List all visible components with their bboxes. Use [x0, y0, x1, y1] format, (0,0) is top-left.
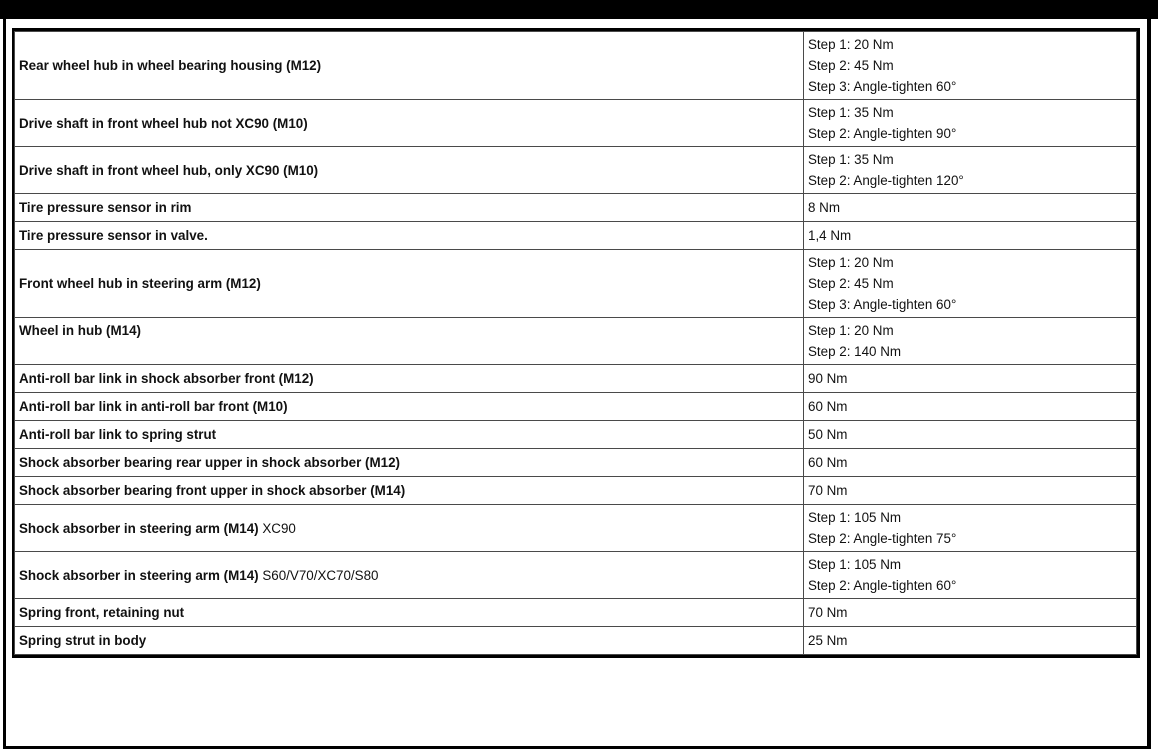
- torque-cell: [804, 100, 1137, 147]
- torque-value: 60 Nm: [808, 399, 848, 414]
- torque-value: 70 Nm: [808, 483, 848, 498]
- torque-cell: [804, 147, 1137, 194]
- torque-value: Step 1: 105 Nm: [808, 510, 902, 525]
- component-cell: [15, 318, 804, 365]
- torque-cell: [804, 449, 1137, 477]
- table-row: [15, 552, 1137, 599]
- component-cell: [15, 552, 804, 599]
- torque-cell: [804, 627, 1137, 655]
- component-label: Shock absorber in steering arm (M14): [19, 520, 259, 536]
- component-cell: [15, 222, 804, 250]
- torque-value: Step 2: 45 Nm: [808, 276, 894, 291]
- table-row: [15, 147, 1137, 194]
- component-label: Anti-roll bar link to spring strut: [19, 427, 217, 442]
- component-cell: [15, 194, 804, 222]
- component-label: Tire pressure sensor in rim: [19, 200, 192, 215]
- torque-cell: [804, 250, 1137, 318]
- torque-value: 60 Nm: [808, 455, 848, 470]
- torque-value: Step 1: 35 Nm: [808, 105, 894, 120]
- torque-value: 25 Nm: [808, 633, 848, 648]
- torque-cell: [804, 477, 1137, 505]
- component-cell: [15, 599, 804, 627]
- component-label: Front wheel hub in steering arm (M12): [19, 276, 261, 291]
- component-cell: [15, 365, 804, 393]
- component-label: Rear wheel hub in wheel bearing housing (M12): [19, 58, 322, 73]
- component-label: Drive shaft in front wheel hub, only XC90 (M10): [19, 162, 319, 178]
- component-cell: [15, 505, 804, 552]
- torque-value: 50 Nm: [808, 427, 848, 442]
- document-frame: [3, 19, 1151, 749]
- torque-cell: [804, 318, 1137, 365]
- table-row: [15, 599, 1137, 627]
- torque-cell: [804, 505, 1137, 552]
- torque-value: Step 1: 20 Nm: [808, 255, 894, 270]
- table-row: [15, 421, 1137, 449]
- torque-value: Step 1: 20 Nm: [808, 323, 894, 338]
- torque-cell: [804, 32, 1137, 100]
- table-row: [15, 250, 1137, 318]
- torque-cell: [804, 194, 1137, 222]
- table-row: [15, 222, 1137, 250]
- torque-value: Step 2: Angle-tighten 120°: [808, 173, 964, 188]
- torque-value: Step 1: 20 Nm: [808, 37, 894, 52]
- torque-value: Step 3: Angle-tighten 60°: [808, 297, 957, 312]
- torque-cell: [804, 421, 1137, 449]
- table-row: [15, 365, 1137, 393]
- table-row: [15, 318, 1137, 365]
- component-cell: [15, 627, 804, 655]
- torque-value: Step 1: 105 Nm: [808, 557, 902, 572]
- component-label: Spring strut in body: [19, 633, 147, 648]
- torque-cell: [804, 222, 1137, 250]
- table-row: [15, 505, 1137, 552]
- component-cell: [15, 393, 804, 421]
- torque-value: 70 Nm: [808, 605, 848, 620]
- component-label: Spring front, retaining nut: [19, 605, 185, 620]
- torque-cell: [804, 365, 1137, 393]
- table-row: [15, 32, 1137, 100]
- table-row: [15, 100, 1137, 147]
- torque-cell: [804, 393, 1137, 421]
- top-black-bar: [0, 0, 1158, 19]
- component-label: Anti-roll bar link in shock absorber front (M12): [19, 371, 314, 386]
- torque-value: Step 3: Angle-tighten 60°: [808, 79, 957, 94]
- torque-table-wrapper: [12, 28, 1140, 658]
- torque-value: 8 Nm: [808, 200, 840, 215]
- table-row: [15, 194, 1137, 222]
- torque-table-body: [15, 32, 1137, 655]
- table-row: [15, 627, 1137, 655]
- table-row: [15, 449, 1137, 477]
- component-cell: [15, 421, 804, 449]
- component-cell: [15, 147, 804, 194]
- component-label: Drive shaft in front wheel hub not XC90 (M10): [19, 115, 308, 131]
- model-variant-label: XC90: [258, 520, 296, 536]
- torque-specification-table: [14, 31, 1137, 655]
- table-row: [15, 477, 1137, 505]
- component-label: Anti-roll bar link in anti-roll bar front (M10): [19, 399, 288, 414]
- component-cell: [15, 32, 804, 100]
- component-label: Tire pressure sensor in valve.: [19, 228, 208, 243]
- model-variant-label: S60/V70/XC70/S80: [258, 567, 379, 583]
- component-label: Shock absorber in steering arm (M14): [19, 567, 259, 583]
- torque-value: Step 2: Angle-tighten 90°: [808, 126, 957, 141]
- component-label: Shock absorber bearing rear upper in shock absorber (M12): [19, 455, 400, 470]
- torque-value: 1,4 Nm: [808, 228, 852, 243]
- torque-value: Step 2: Angle-tighten 75°: [808, 531, 957, 546]
- component-label: Wheel in hub (M14): [19, 323, 141, 338]
- torque-value: Step 2: 140 Nm: [808, 344, 902, 359]
- component-label: Shock absorber bearing front upper in shock absorber (M14): [19, 483, 406, 498]
- component-cell: [15, 477, 804, 505]
- torque-value: Step 1: 35 Nm: [808, 152, 894, 167]
- component-cell: [15, 449, 804, 477]
- component-cell: [15, 250, 804, 318]
- torque-cell: [804, 552, 1137, 599]
- torque-cell: [804, 599, 1137, 627]
- component-cell: [15, 100, 804, 147]
- table-row: [15, 393, 1137, 421]
- torque-value: 90 Nm: [808, 371, 848, 386]
- torque-value: Step 2: Angle-tighten 60°: [808, 578, 957, 593]
- torque-value: Step 2: 45 Nm: [808, 58, 894, 73]
